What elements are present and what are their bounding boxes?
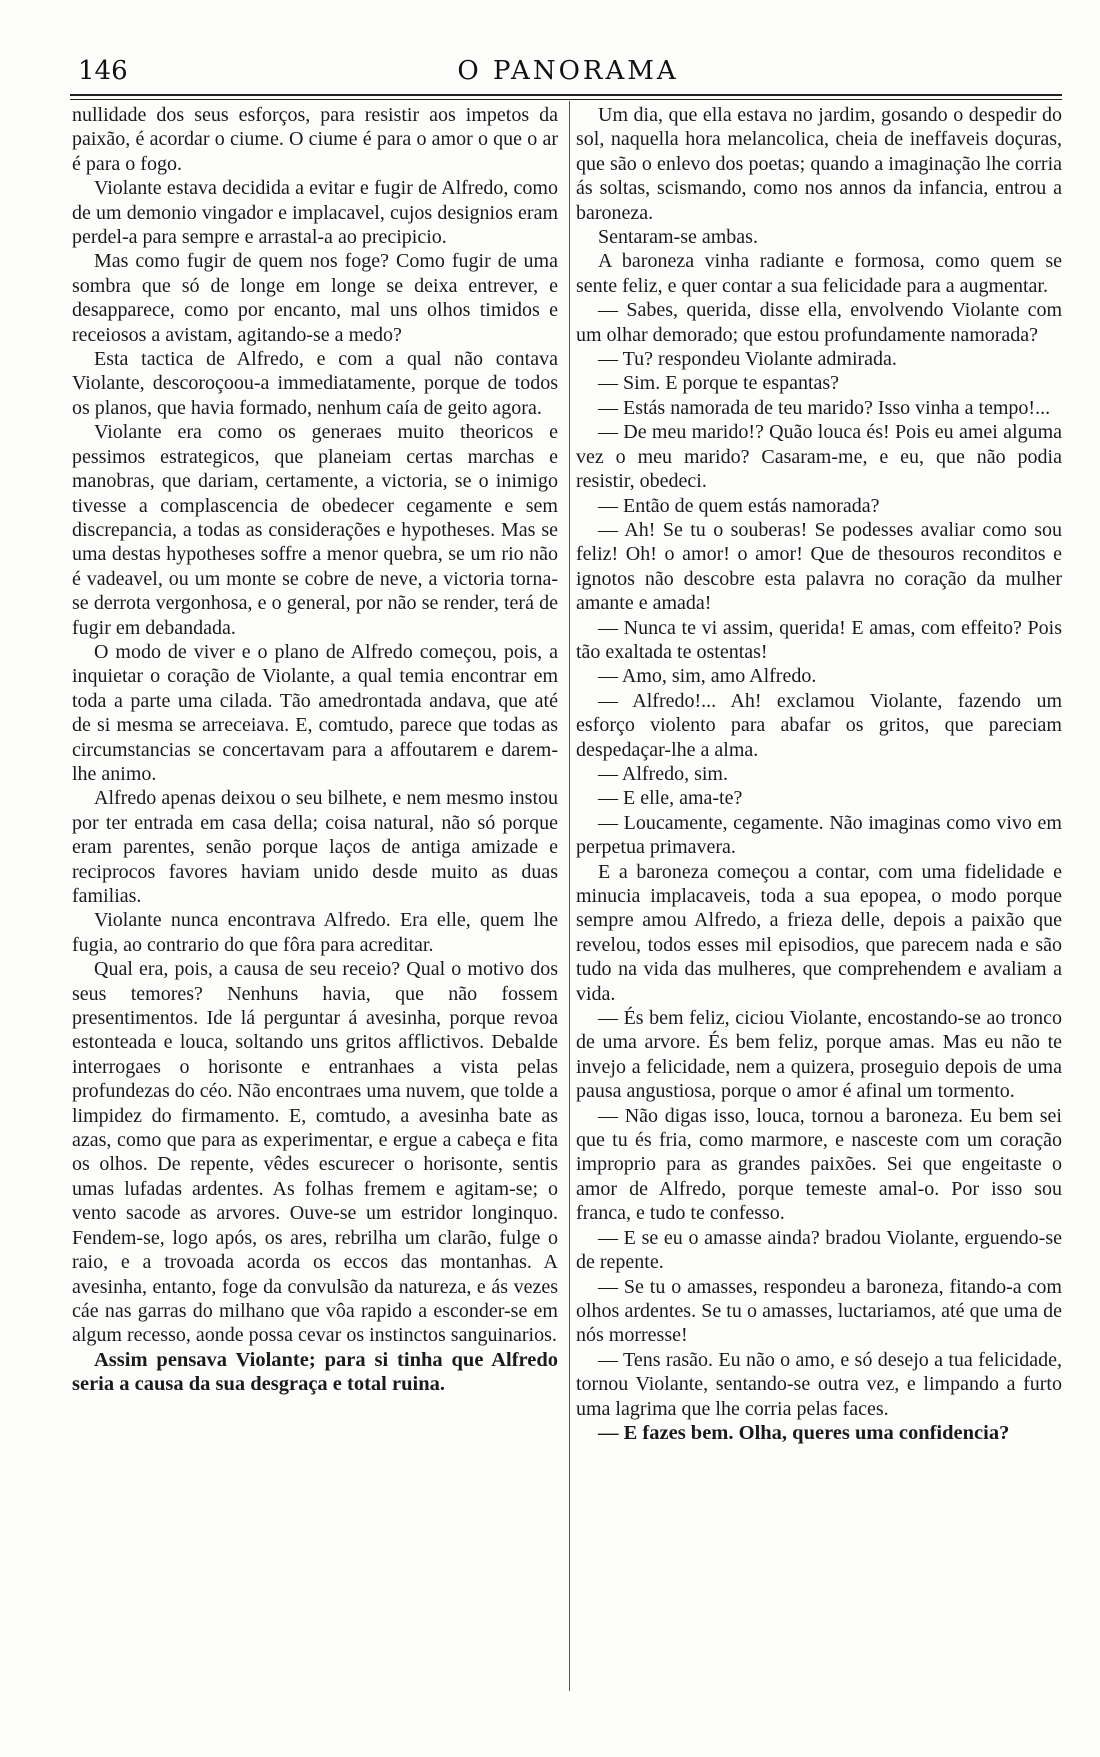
paragraph: — E fazes bem. Olha, queres uma confidencia? — [598, 1421, 1010, 1444]
paragraph: — Alfredo, sim. — [598, 762, 728, 785]
paragraph: — És bem feliz, ciciou Violante, encostando-se ao tronco de uma arvore. És bem feliz, porque amas. Mas eu não te invejo a felicidade, nem a quizera, proseguio depois de uma pausa angustiosa, porque o amor é afinal um tormento. — [576, 1007, 1062, 1103]
paragraph: — Então de quem estás namorada? — [598, 494, 880, 517]
paragraph: — Tens rasão. Eu não o amo, e só desejo a tua felicidade, tornou Violante, sentando-se outra vez, e limpando a furto uma lagrima que lhe corria pelas faces. — [576, 1348, 1062, 1420]
paragraph: Alfredo apenas deixou o seu bilhete, e nem mesmo instou por ter entrada em casa della; coisa natural, não só porque eram parentes, senão porque laços de antiga amizade e reciprocos favores haviam unido desde muito as duas familias. — [72, 787, 558, 907]
page-number: 146 — [78, 56, 128, 86]
running-title: O PANORAMA — [457, 56, 679, 86]
header-rule-thin — [70, 99, 1062, 100]
paragraph: — Estás namorada de teu marido? Isso vinha a tempo!... — [598, 396, 1051, 419]
paragraph: E a baroneza começou a contar, com uma fidelidade e minucia implacaveis, toda a sua epopea, o modo porque sempre amou Alfredo, a frieza delle, depois a paixão que revelou, todos esses mil episodios, que parecem nada e são tudo na vida das mulheres, que comprehendem e avaliam a vida. — [576, 860, 1062, 1005]
paragraph: Qual era, pois, a causa de seu receio? Qual o motivo dos seus temores? Nenhuns havia, que não fossem presentimentos. Ide lá perguntar á avesinha, porque revoa estonteada e louca, soltando uns gritos afflictivos. Debalde interrogaes o horisonte e entranhaes a vista pelas profundezas do céo. Não encontraes uma nuvem, que tolde a limpidez do firmamento. E, comtudo, a avesinha bate as azas, como que para as experimentar, e ergue a cabeça e fita os olhos. De repente, vêdes escurecer o horisonte, sentis umas lufadas ardentes. As folhas fremem e agitam-se; o vento sacode as arvores. Ouve-se um estridor longinquo. Fendem-se, logo após, os ares, rebrilha um clarão, fulge o raio, e a trovoada acorda os eccos das montanhas. A avesinha, entanto, foge da convulsão da natureza, e ás vezes cáe nas garras do milhano que vôa rapido a esconder-se em algum recesso, aonde possa cevar os instinctos sanguinarios. — [72, 958, 558, 1347]
paragraph: — Nunca te vi assim, querida! E amas, com effeito? Pois tão exaltada te ostentas! — [576, 616, 1062, 663]
paragraph: — E elle, ama-te? — [598, 787, 743, 810]
paragraph: — De meu marido!? Quão louca és! Pois eu amei alguma vez o meu marido? Casaram-me, e eu, que não podia resistir, obedeci. — [576, 421, 1062, 493]
paragraph: — Ah! Se tu o souberas! Se podesses avaliar como sou feliz! Oh! o amor! o amor! Que de thesouros reconditos e ignotos não descobre esta palavra no coração da mulher amante e amada! — [576, 518, 1062, 615]
column-divider — [569, 101, 570, 1691]
header-rule — [70, 94, 1062, 96]
paragraph: A baroneza vinha radiante e formosa, como quem se sente feliz, e quer contar a sua felicidade para a augmentar. — [576, 250, 1062, 297]
paragraph: — Tu? respondeu Violante admirada. — [598, 348, 897, 371]
paragraph: Sentaram-se ambas. — [598, 226, 758, 249]
paragraph: Esta tactica de Alfredo, e com a qual não contava Violante, descoroçoou-a immediatamente, porque de todos os planos, que havia formado, nenhum caía de geito agora. — [72, 348, 558, 419]
paragraph: — Sabes, querida, disse ella, envolvendo Violante com um olhar demorado; que estou profundamente namorada? — [576, 299, 1062, 346]
paragraph: — Não digas isso, louca, tornou a baroneza. Eu bem sei que tu és fria, como marmore, e nasceste com um coração improprio para as grandes paixões. Sei que engeitaste o amor de Alfredo, porque temeste amal-o. Por isso sou franca, e tudo te confesso. — [576, 1104, 1062, 1225]
paragraph: — Amo, sim, amo Alfredo. — [598, 665, 817, 688]
paragraph: Um dia, que ella estava no jardim, gosando o despedir do sol, naquella hora melancolica, cheia de ineffaveis doçuras, que são o enlevo dos poetas; quando a imaginação lhe corria ás soltas, scismando, como nos annos da infancia, entrou a baroneza. — [576, 104, 1062, 224]
paragraph: Assim pensava Violante; para si tinha que Alfredo seria a causa da sua desgraça e total ruina. — [72, 1348, 558, 1396]
paragraph: — Sim. E porque te espantas? — [598, 372, 840, 395]
right-column — [576, 103, 1062, 1445]
page-header — [78, 52, 1058, 86]
paragraph: Violante nunca encontrava Alfredo. Era elle, quem lhe fugia, ao contrario do que fôra para acreditar. — [72, 909, 558, 956]
paragraph: nullidade dos seus esforços, para resistir aos impetos da paixão, é acordar o ciume. O ciume é para o amor o que o ar é para o fogo. — [72, 104, 558, 175]
paragraph: — Se tu o amasses, respondeu a baroneza, fitando-a com olhos ardentes. Se tu o amasses, luctariamos, até que uma de nós morresse! — [576, 1275, 1062, 1347]
paragraph: Violante estava decidida a evitar e fugir de Alfredo, como de um demonio vingador e implacavel, cujos designios eram perdel-a para sempre e arrastal-a ao precipicio. — [72, 177, 558, 249]
paragraph: Mas como fugir de quem nos foge? Como fugir de uma sombra que só de longe em longe se deixa entrever, e desapparece, como por encanto, mal uns olhos timidos e receiosos a avistam, agitando-se a medo? — [72, 250, 558, 346]
paragraph: Violante era como os generaes muito theoricos e pessimos estrategicos, que planeiam certas marchas e manobras, que dariam, certamente, a victoria, se o inimigo tivesse a complascencia de obedecer cegamente e sem discrepancia, a todas as considerações e hypotheses. Mas se uma destas hypotheses soffre a menor quebra, se um rio não é vadeavel, ou um monte se cobre de neve, a victoria torna-se derrota vergonhosa, e o general, por não se render, terá de fugir em debandada. — [72, 421, 558, 639]
paragraph: O modo de viver e o plano de Alfredo começou, pois, a inquietar o coração de Violante, a qual temia encontrar em toda a parte uma cilada. Tão amedrontada andava, que até de si mesma se arreceiava. E, comtudo, parece que todas as circumstancias se concertavam para a affoutarem e darem-lhe animo. — [72, 640, 558, 785]
left-column — [72, 103, 558, 1397]
paragraph: — Alfredo!... Ah! exclamou Violante, fazendo um esforço violento para abafar os gritos, que pareciam despedaçar-lhe a alma. — [576, 689, 1062, 761]
paragraph: — E se eu o amasse ainda? bradou Violante, erguendo-se de repente. — [576, 1226, 1062, 1274]
paragraph: — Loucamente, cegamente. Não imaginas como vivo em perpetua primavera. — [576, 811, 1062, 859]
